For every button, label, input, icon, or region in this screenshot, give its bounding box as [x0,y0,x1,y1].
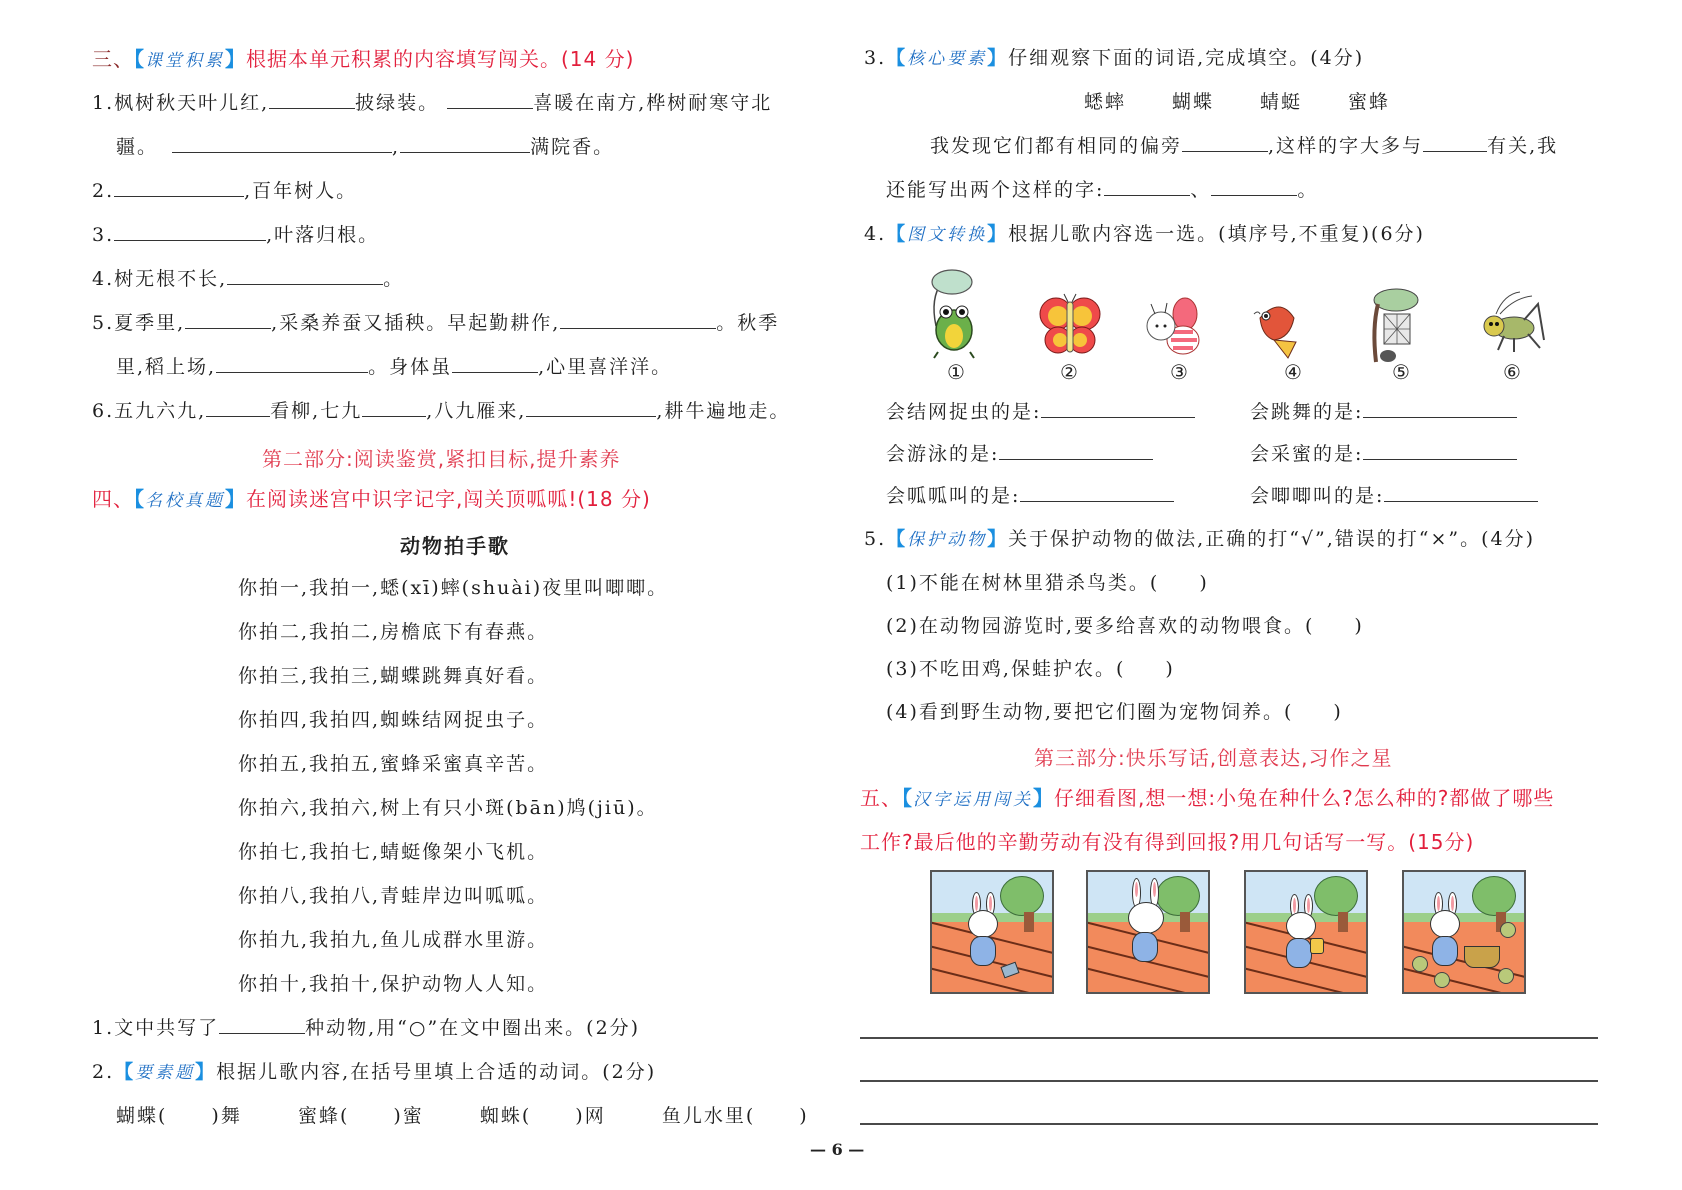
q-text: 还能写出两个这样的字: [886,179,1105,201]
tag-bracket: 】 [225,47,246,71]
q-text: 6.五九六九, [92,400,207,422]
q5-item-text: (2)在动物园游览时,要多给喜欢的动物喂食。( [886,615,1315,637]
fill-blank[interactable] [269,91,355,109]
animal-number: ① [947,360,965,384]
writing-line[interactable] [860,1037,1598,1039]
poem-line: 你拍四,我拍四,蜘蛛结网捉虫子。 [238,709,549,731]
q2-tag: 要素题 [135,1063,196,1083]
poem-line: 你拍七,我拍七,蜻蜓像架小飞机。 [238,841,549,863]
q4-prompt [1250,484,1538,508]
q5-line2 [116,355,672,379]
q-text: 里,稻上场, [116,356,217,378]
q-text: ,八九雁来, [426,400,527,422]
section5-line1: 仔细看图,想一想:小兔在种什么?怎么种的?都做了哪些 [1054,786,1555,810]
fill-label: 蜜蜂( [297,1105,350,1127]
writing-line[interactable] [860,1123,1598,1125]
q4-line [92,267,404,291]
fill-blank[interactable] [1363,400,1517,418]
q5-line1 [92,311,779,335]
fill-blank[interactable] [1423,134,1487,152]
fill-label: ) [799,1105,809,1127]
q4-prompt [886,442,1153,466]
fill-blank[interactable] [1041,400,1195,418]
fill-blank[interactable] [1020,484,1174,502]
section3-prefix: 三、 [92,47,134,71]
q3-line1 [930,134,1558,158]
q4-prompt [886,484,1174,508]
q3-tag: 核心要素 [907,49,988,69]
fill-blank[interactable] [1211,178,1297,196]
q-text: 2. [92,180,115,202]
q-text: ,耕牛遍地走。 [656,400,791,422]
q-text: 2. [92,1061,115,1083]
fill-blank[interactable] [114,179,244,197]
poem-line: 你拍二,我拍二,房檐底下有春燕。 [238,621,549,643]
poem-line: 你拍九,我拍九,鱼儿成群水里游。 [238,929,549,951]
prompt-label: 会游泳的是: [886,443,1000,465]
fill-blank[interactable] [362,399,426,417]
q-text: 疆。 [116,136,159,158]
section5-header [860,785,1554,813]
part2-heading: 第二部分:阅读鉴赏,紧扣目标,提升素养 [262,447,621,471]
tag-bracket: 】 [987,528,1009,550]
q-text: ,百年树人。 [244,180,358,202]
q4-prompt [1250,442,1517,466]
tag-bracket: 】 [225,487,246,511]
q-text: ,叶落归根。 [266,224,380,246]
fill-blank[interactable] [1182,134,1268,152]
fill-blank[interactable] [452,355,538,373]
animal-number: ③ [1170,360,1188,384]
fill-blank[interactable] [526,399,656,417]
tag-bracket: 【 [134,47,145,71]
tag-bracket: 】 [987,47,1009,69]
paren-close: ) [1354,615,1364,637]
tag-bracket: 【 [134,487,145,511]
q-text: 根据儿歌内容选一选。(填序号,不重复)(6分) [1008,223,1425,245]
q-text: 仔细观察下面的词语,完成填空。(4分) [1008,47,1365,69]
poem-line: 你拍三,我拍三,蝴蝶跳舞真好看。 [238,665,549,687]
q1-line2 [116,135,614,159]
q-text: 满院香。 [530,136,615,158]
animal-number: ⑥ [1503,360,1521,384]
word: 蜻蜓 [1260,91,1303,113]
section4-header [92,486,651,514]
fill-label: )舞 [211,1105,242,1127]
q-text: 披绿装。 [355,92,440,114]
fill-blank[interactable] [185,311,271,329]
q5-item-text: (1)不能在树林里猎杀鸟类。( [886,572,1160,594]
q-text: , [392,136,401,158]
word: 蝴蝶 [1172,91,1215,113]
tag-bracket: 】 [195,1061,217,1083]
fill-blank[interactable] [206,399,270,417]
word: 蟋蟀 [1084,91,1127,113]
paren-close: ) [1199,572,1209,594]
prompt-label: 会结网捉虫的是: [886,401,1042,423]
q5-item-text: (4)看到野生动物,要把它们圈为宠物饲养。( [886,701,1294,723]
fill-label: )蜜 [393,1105,424,1127]
prompt-label: 会跳舞的是: [1250,401,1364,423]
fill-blank[interactable] [227,267,383,285]
q-text: 5. [864,528,887,550]
fill-blank[interactable] [1363,442,1517,460]
prompt-label: 会唧唧叫的是: [1250,485,1385,507]
rabbit-picture-1 [930,870,1054,994]
q3-line2 [886,178,1318,202]
fill-blank[interactable] [172,135,392,153]
rabbit-picture-3 [1244,870,1368,994]
q-text: 1.文中共写了 [92,1017,220,1039]
tag-bracket: 】 [1033,786,1054,810]
page-number: — 6 — [810,1140,865,1159]
q5-item-text: (3)不吃田鸡,保蛙护农。( [886,658,1126,680]
fill-blank[interactable] [219,1016,305,1034]
q3-line [92,223,379,247]
q6-line [92,399,790,423]
section5-tag: 汉字运用闯关 [913,790,1033,810]
q-text: ,这样的字大多与 [1268,135,1424,157]
q-text: 看柳,七九 [270,400,363,422]
poem-line: 你拍八,我拍八,青蛙岸边叫呱呱。 [238,885,549,907]
section4-tag: 名校真题 [145,491,225,511]
poem-title: 动物拍手歌 [400,534,510,558]
q2-line [92,179,357,203]
part3-heading: 第三部分:快乐写话,创意表达,习作之星 [1034,746,1393,770]
tag-bracket: 】 [987,223,1009,245]
fill-blank[interactable] [560,311,716,329]
tag-bracket: 【 [902,786,913,810]
fill-blank[interactable] [447,91,533,109]
q4-prompt [1250,400,1517,424]
writing-line[interactable] [860,1080,1598,1082]
right-q4-header [864,222,1425,247]
section4-prefix: 四、 [92,487,134,511]
rabbit-picture-4 [1402,870,1526,994]
right-q3-header [864,46,1364,71]
q1-line1 [92,91,772,115]
q4-prompt [886,400,1195,424]
q5-item [886,700,1343,724]
fill-label: )网 [575,1105,606,1127]
fill-label: 鱼儿水里( [661,1105,756,1127]
fill-blank[interactable] [999,442,1153,460]
fill-blank[interactable] [400,135,530,153]
prompt-label: 会采蜜的是: [1250,443,1364,465]
poem-line: 你拍五,我拍五,蜜蜂采蜜真辛苦。 [238,753,549,775]
q-text: 。秋季 [716,312,780,334]
reading-q2 [92,1060,656,1085]
frog-icon [922,268,986,358]
prompt-label: 会呱呱叫的是: [886,485,1021,507]
section3-title: 根据本单元积累的内容填写闯关。(14 分) [246,47,635,71]
q5-item [886,571,1209,595]
q-text: 。身体虽 [368,356,453,378]
q-text: 、 [1190,179,1212,201]
q-text: 5.夏季里, [92,312,186,334]
q-text: ,心里喜洋洋。 [538,356,673,378]
word: 蜜蜂 [1348,91,1391,113]
reading-q2-fills [116,1104,809,1128]
q-text: 1.枫树秋天叶儿红, [92,92,270,114]
q5-item [886,657,1175,681]
paren-close: ) [1165,658,1175,680]
paren-close: ) [1333,701,1343,723]
fill-label: 蜘蛛( [479,1105,532,1127]
rabbit-picture-2 [1086,870,1210,994]
q5-tag: 保护动物 [907,530,988,550]
q-text: 。 [383,268,405,290]
q-text: 3. [864,47,887,69]
q-text: 种动物,用“○”在文中圈出来。(2分) [305,1017,641,1039]
tag-bracket: 【 [886,47,908,69]
q-text: 。 [1297,179,1319,201]
q-text: 4.树无根不长, [92,268,228,290]
fill-blank[interactable] [1104,178,1190,196]
poem-line: 你拍十,我拍十,保护动物人人知。 [238,973,549,995]
section3-header [92,46,634,74]
q4-tag: 图文转换 [907,225,988,245]
poem-line: 你拍六,我拍六,树上有只小斑(bān)鸠(jiū)。 [238,797,658,819]
fill-label: 蝴蝶( [116,1105,168,1127]
fill-blank[interactable] [114,223,266,241]
tag-bracket: 【 [886,223,908,245]
animal-number: ④ [1284,360,1302,384]
q-text: 关于保护动物的做法,正确的打“√”,错误的打“×”。(4分) [1008,528,1536,550]
q-text: 有关,我 [1487,135,1559,157]
poem-line: 你拍一,我拍一,蟋(xī)蟀(shuài)夜里叫唧唧。 [238,577,669,599]
reading-q1 [92,1016,640,1040]
q3-words [1084,90,1390,114]
q-text: 我发现它们都有相同的偏旁 [930,135,1183,157]
section5-prefix: 五、 [860,786,902,810]
right-q5-header [864,527,1535,552]
tag-bracket: 【 [886,528,908,550]
q-text: 根据儿歌内容,在括号里填上合适的动词。(2分) [216,1061,657,1083]
q-text: 3. [92,224,115,246]
section5-line2: 工作?最后他的辛勤劳动有没有得到回报?用几句话写一写。(15分) [860,830,1475,854]
q-text: 4. [864,223,887,245]
fill-blank[interactable] [216,355,368,373]
q-text: 喜暖在南方,桦树耐寒守北 [533,92,773,114]
animal-number: ⑤ [1392,360,1410,384]
tag-bracket: 【 [114,1061,136,1083]
animal-number: ② [1060,360,1078,384]
q5-item [886,614,1364,638]
fill-blank[interactable] [1384,484,1538,502]
section3-tag: 课堂积累 [145,51,225,71]
q-text: ,采桑养蚕又插秧。早起勤耕作, [271,312,561,334]
section4-title: 在阅读迷宫中识字记字,闯关顶呱呱!(18 分) [246,487,651,511]
